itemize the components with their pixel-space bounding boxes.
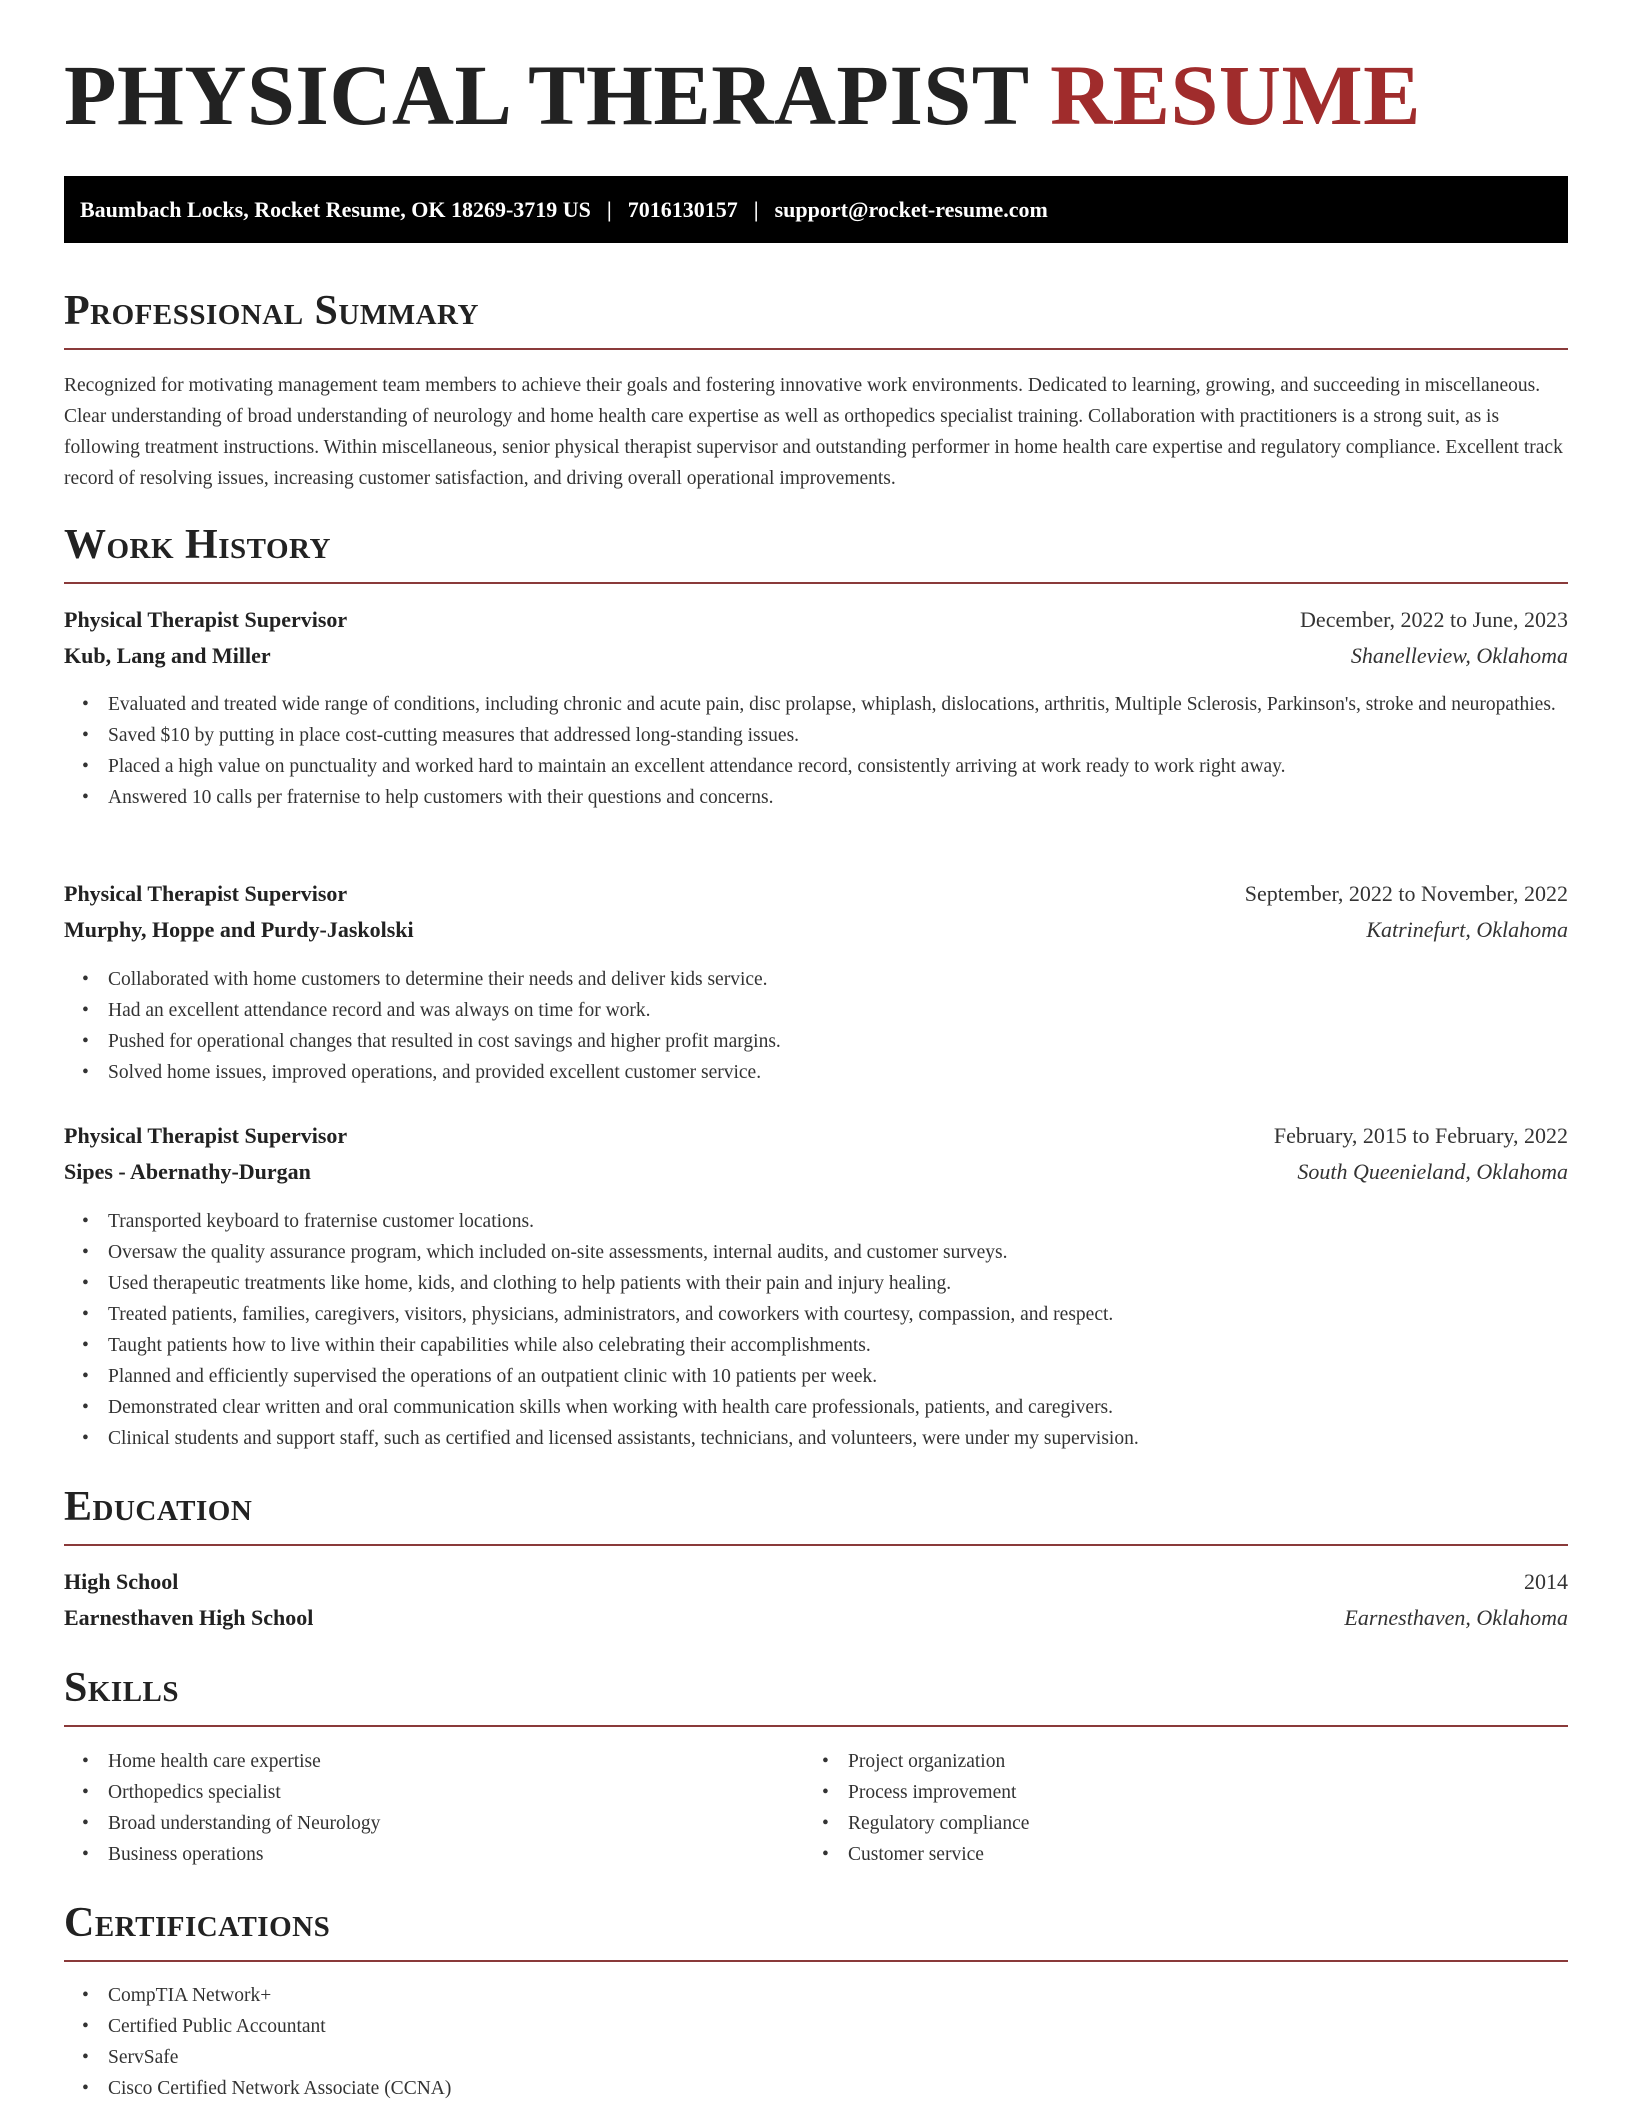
list-item: • Demonstrated clear written and oral communication skills when working with health care professionals, patients, and caregivers. <box>108 1392 1568 1423</box>
list-item: • Solved home issues, improved operations, and provided excellent customer service. <box>108 1057 1568 1088</box>
certification-item: • ServSafe <box>108 2042 1568 2073</box>
job-title: Physical Therapist Supervisor <box>64 1123 348 1148</box>
job-company-row <box>64 642 1568 670</box>
title-accent: RESUME <box>1050 47 1422 143</box>
job-title: Physical Therapist Supervisor <box>64 881 348 906</box>
list-item: • Used therapeutic treatments like home, kids, and clothing to help patients with their pain and injury healing. <box>108 1268 1568 1299</box>
education-header-row <box>64 1568 1568 1596</box>
list-item: • Clinical students and support staff, such as certified and licensed assistants, technicians, and volunteers, were under my supervision. <box>108 1423 1568 1454</box>
section-heading-education: Education <box>64 1486 1568 1546</box>
job-company: Kub, Lang and Miller <box>64 643 271 668</box>
skill-item: • Orthopedics specialist <box>108 1777 808 1808</box>
job-bullets <box>108 689 1568 813</box>
summary-text: Recognized for motivating management team members to achieve their goals and fostering innovative work environments. Dedicated to learning, growing, and succeeding in miscellaneous. Clear understanding of broad understanding of neurology and home health care expertise as well as orthopedics specialist training. Collaboration with practitioners is a strong suit, as is following treatment instructions. Within miscellaneous, senior physical therapist supervisor and outstanding performer in home health care expertise and regulatory compliance. Excellent track record of resolving issues, increasing customer satisfaction, and driving overall operational improvements. <box>64 375 1563 489</box>
section-heading-skills: Skills <box>64 1667 1568 1727</box>
section-heading-work-history: Work History <box>64 524 1568 584</box>
contact-separator: | <box>753 196 759 222</box>
list-item: • Planned and efficiently supervised the operations of an outpatient clinic with 10 patients per week. <box>108 1361 1568 1392</box>
job-bullets <box>108 1206 1568 1454</box>
job-company-row <box>64 1158 1568 1186</box>
job-company: Sipes - Abernathy-Durgan <box>64 1159 311 1184</box>
contact-email: support@rocket-resume.com <box>774 196 1048 222</box>
skill-item: • Regulatory compliance <box>848 1808 1548 1839</box>
skill-item: • Business operations <box>108 1839 808 1870</box>
list-item: • Placed a high value on punctuality and worked hard to maintain an excellent attendance record, consistently arriving at work ready to work right away. <box>108 751 1568 782</box>
list-item: • Transported keyboard to fraternise customer locations. <box>108 1206 1568 1237</box>
certifications-list <box>108 1980 1568 2104</box>
education-school-row <box>64 1604 1568 1632</box>
job-header-row <box>64 880 1568 908</box>
job-title: Physical Therapist Supervisor <box>64 607 348 632</box>
job-company: Murphy, Hoppe and Purdy-Jaskolski <box>64 917 414 942</box>
education-school: Earnesthaven High School <box>64 1605 314 1630</box>
certification-item: • Certified Public Accountant <box>108 2011 1568 2042</box>
certification-item: • Cisco Certified Network Associate (CCNA) <box>108 2073 1568 2104</box>
contact-bar <box>64 176 1568 243</box>
skill-item: • Home health care expertise <box>108 1746 808 1777</box>
job-bullets <box>108 964 1568 1088</box>
contact-phone: 7016130157 <box>627 196 738 222</box>
list-item: • Answered 10 calls per fraternise to help customers with their questions and concerns. <box>108 782 1568 813</box>
list-item: • Taught patients how to live within their capabilities while also celebrating their accomplishments. <box>108 1330 1568 1361</box>
skill-item: • Broad understanding of Neurology <box>108 1808 808 1839</box>
job-dates: February, 2015 to February, 2022 <box>1273 1123 1568 1148</box>
list-item: • Pushed for operational changes that resulted in cost savings and higher profit margins. <box>108 1026 1568 1057</box>
education-location: Earnesthaven, Oklahoma <box>1344 1605 1568 1630</box>
education-year: 2014 <box>1524 1569 1568 1594</box>
job-company-row <box>64 916 1568 944</box>
list-item: • Treated patients, families, caregivers, visitors, physicians, administrators, and coworkers with courtesy, compassion, and respect. <box>108 1299 1568 1330</box>
job-dates: December, 2022 to June, 2023 <box>1300 607 1568 632</box>
job-location: Shanelleview, Oklahoma <box>1350 643 1568 668</box>
contact-separator: | <box>606 196 612 222</box>
list-item: • Collaborated with home customers to determine their needs and deliver kids service. <box>108 964 1568 995</box>
skill-item: • Project organization <box>848 1746 1548 1777</box>
section-heading-summary: Professional Summary <box>64 290 1568 350</box>
job-location: South Queenieland, Oklahoma <box>1297 1159 1568 1184</box>
job-dates: September, 2022 to November, 2022 <box>1244 881 1568 906</box>
list-item: • Saved $10 by putting in place cost-cutting measures that addressed long-standing issues. <box>108 720 1568 751</box>
skill-item: • Process improvement <box>848 1777 1548 1808</box>
education-degree: High School <box>64 1569 179 1594</box>
section-heading-certifications: Certifications <box>64 1902 1568 1962</box>
job-header-row <box>64 606 1568 634</box>
skills-list-left <box>108 1746 808 1870</box>
skill-item: • Customer service <box>848 1839 1548 1870</box>
list-item: • Evaluated and treated wide range of conditions, including chronic and acute pain, disc prolapse, whiplash, dislocations, arthritis, Multiple Sclerosis, Parkinson's, stroke and neuropathies. <box>108 689 1568 720</box>
job-location: Katrinefurt, Oklahoma <box>1366 917 1568 942</box>
list-item: • Oversaw the quality assurance program, which included on-site assessments, internal audits, and customer surveys. <box>108 1237 1568 1268</box>
certification-item: • CompTIA Network+ <box>108 1980 1568 2011</box>
list-item: • Had an excellent attendance record and was always on time for work. <box>108 995 1568 1026</box>
contact-address: Baumbach Locks, Rocket Resume, OK 18269-3719 US <box>80 196 591 222</box>
title-main: PHYSICAL THERAPIST <box>64 47 1029 143</box>
resume-title <box>64 47 1422 143</box>
skills-list-right <box>848 1746 1548 1870</box>
job-header-row <box>64 1122 1568 1150</box>
